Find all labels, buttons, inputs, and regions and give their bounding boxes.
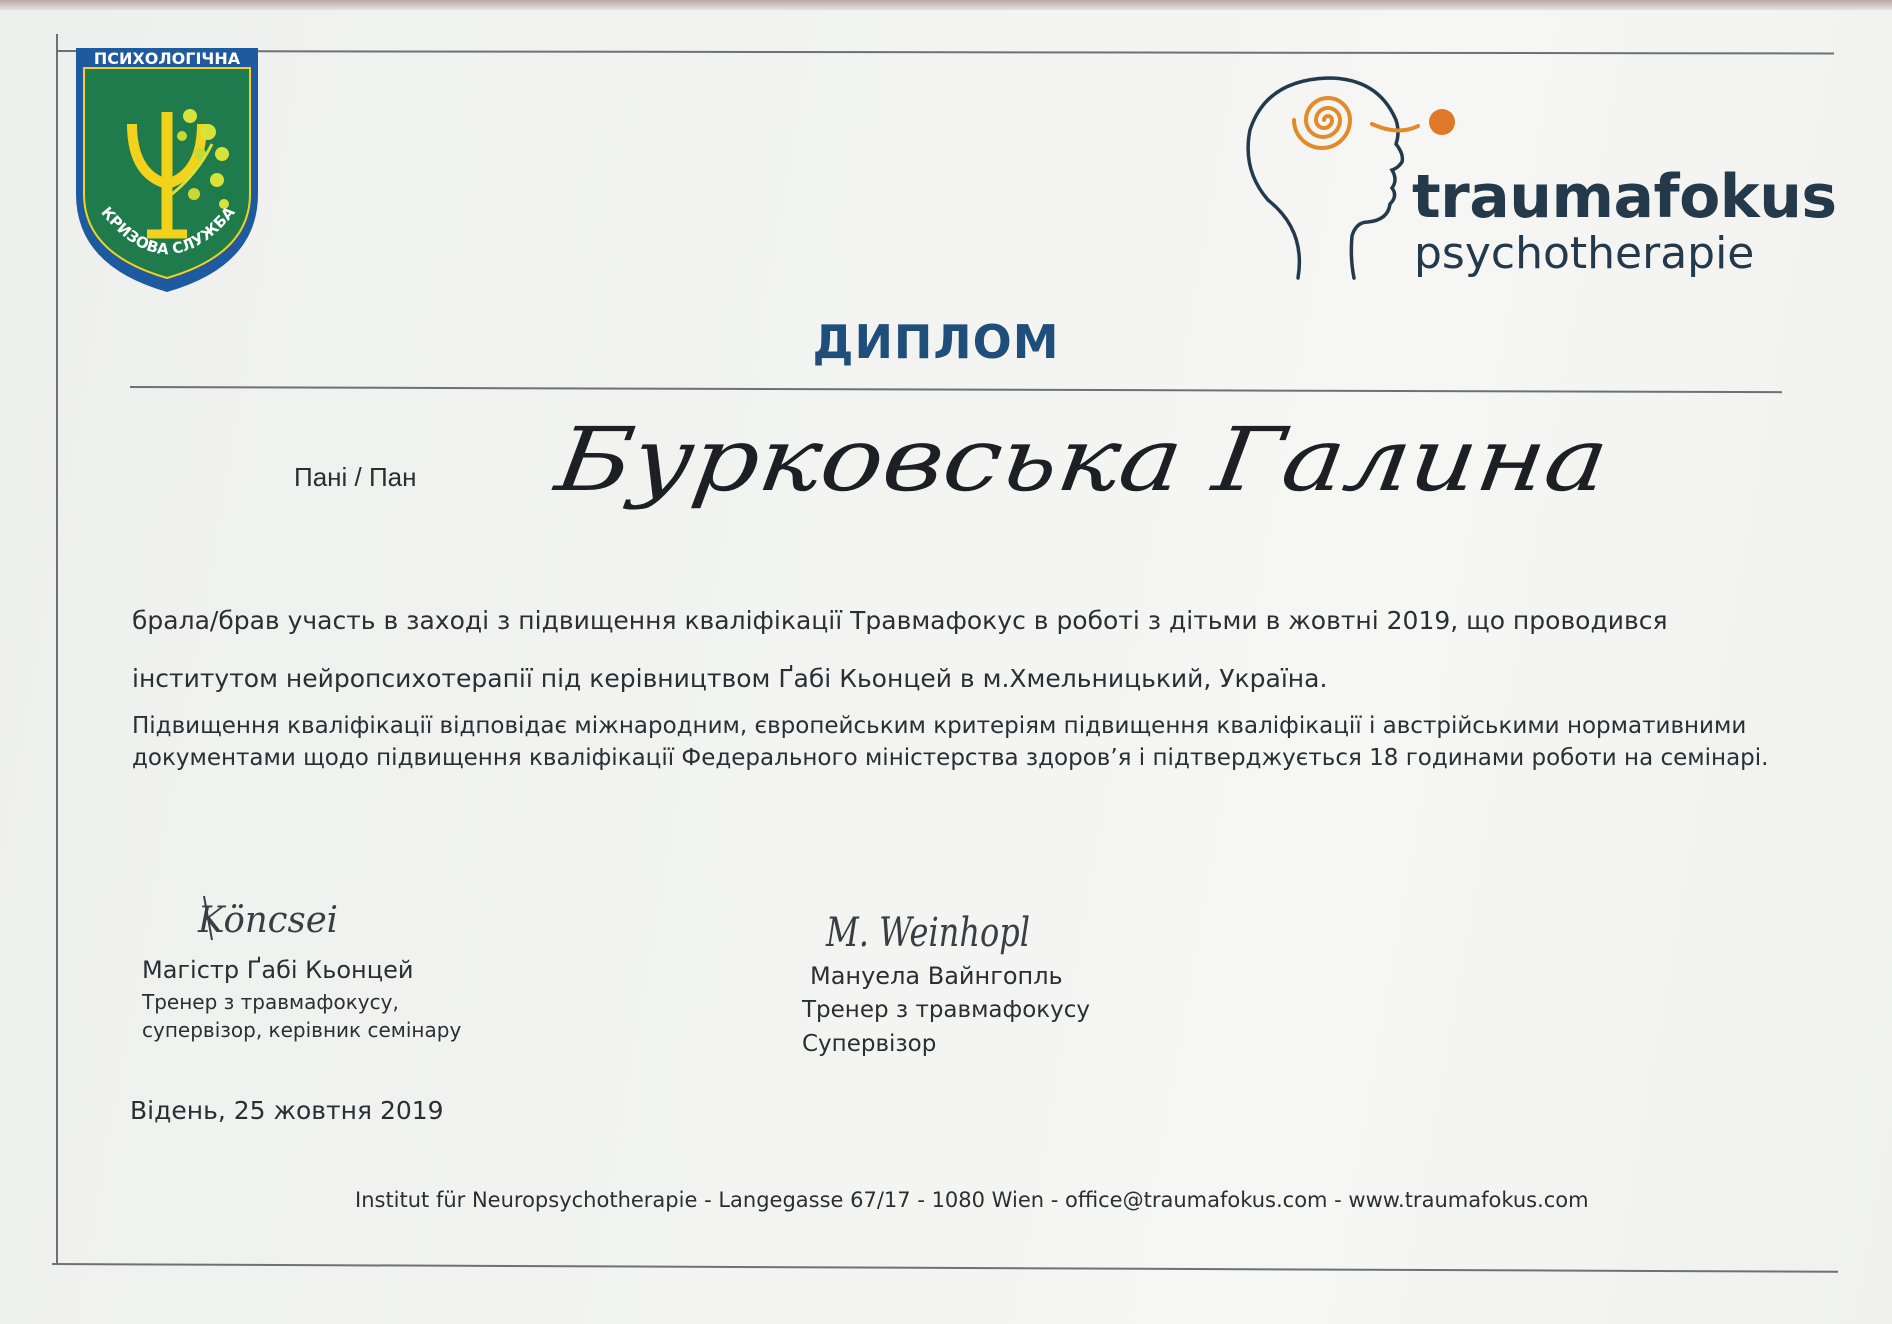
- shield-bottom-text: КРИЗОВА СЛУЖБА: [97, 203, 239, 259]
- footer-address: Institut für Neuropsychotherapie - Langegasse 67/17 - 1080 Wien - office@traumafokus.com - www.traumafokus.com: [355, 1188, 1589, 1212]
- signatory-2-role-line-2: Супервізор: [802, 1031, 937, 1057]
- title-divider: [130, 386, 1782, 393]
- signature-2-handwriting: [820, 890, 1040, 970]
- signatory-2-name: Мануела Вайнгопль: [810, 962, 1063, 990]
- crisis-service-shield-logo: [72, 44, 262, 294]
- shield-top-text: ПСИХОЛОГІЧНА: [93, 49, 241, 68]
- signatory-2-role-line-1: Тренер з травмафокусу: [802, 997, 1091, 1023]
- signature-1-handwriting: [190, 880, 350, 950]
- signatory-1-name: Магістр Ґабі Кьонцей: [142, 956, 414, 984]
- top-edge-strip: [0, 0, 1892, 10]
- orange-dot-icon: [1429, 109, 1455, 135]
- brand-name: traumafokus: [1412, 162, 1837, 232]
- diploma-title: ДИПЛОМ: [812, 315, 1060, 369]
- participation-line-2: інститутом нейропсихотерапії під керівництвом Ґабі Кьонцей в м.Хмельницький, Україна.: [132, 664, 1328, 693]
- accreditation-text: Підвищення кваліфікації відповідає міжнародним, європейським критеріям підвищення кваліфікації і австрійськими нормативними документами щодо підвищення кваліфікації Федерального міністерства здоров’я і підтверджується 18 годинами роботи на семінарі.: [132, 713, 1769, 771]
- spiral-icon: [1294, 98, 1418, 148]
- signature-1-text: Köncsei: [197, 900, 338, 941]
- salutation-label: Пані / Пан: [294, 462, 417, 492]
- brand-subtitle: psychotherapie: [1414, 228, 1755, 279]
- place-and-date: Відень, 25 жовтня 2019: [130, 1096, 444, 1125]
- participation-line-1: брала/брав участь в заході з підвищення кваліфікації Травмафокус в роботі з дітьми в жовтні 2019, що проводився: [132, 606, 1668, 635]
- signatory-1-role-line-1: Тренер з травмафокусу,: [142, 990, 399, 1014]
- recipient-name: Бурковська Галина: [550, 408, 1458, 511]
- border-left: [56, 34, 58, 1264]
- signatory-1-role-line-2: супервізор, керівник семінару: [142, 1018, 462, 1042]
- border-bottom: [52, 1263, 1838, 1273]
- border-top: [58, 50, 1834, 54]
- signature-2-text: M. Weinhopl: [825, 910, 1030, 956]
- recipient-name-handwriting: [550, 405, 1635, 555]
- participation-text: [132, 592, 1772, 708]
